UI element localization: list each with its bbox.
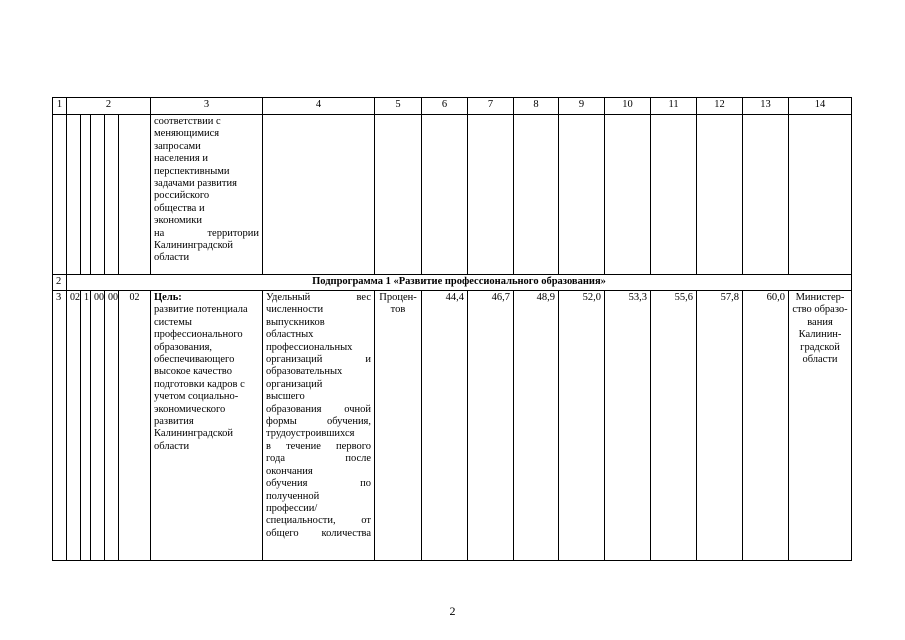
code-cell: 02: [67, 291, 81, 561]
goal-line: развитие потенциала: [154, 304, 248, 316]
indicator-line: в течение первого: [266, 440, 372, 452]
indicator-line: года после: [266, 453, 372, 465]
responsible-line: ство образо-: [792, 304, 848, 316]
goal-line: развития: [154, 416, 194, 428]
header-col-7: 7: [468, 98, 514, 115]
cont-value-cell: [651, 115, 697, 275]
indicator-line: высшего: [266, 391, 305, 403]
cont-goal-cell: [151, 115, 263, 275]
indicator-line: профессии/: [266, 502, 318, 514]
cont-code-cell: [119, 115, 151, 275]
code-cell: 02: [119, 291, 151, 561]
indicator-line: областных: [266, 329, 314, 341]
indicator-line: специальности, от: [266, 515, 372, 527]
code-cell: 00: [91, 291, 105, 561]
header-col-13: 13: [743, 98, 789, 115]
unit-line: тов: [390, 304, 406, 316]
header-col-3: 3: [151, 98, 263, 115]
indicator-line: образования очной: [266, 403, 372, 415]
goal-line: Калининградской: [154, 240, 234, 252]
responsible-cell: [789, 291, 852, 561]
page-number: 2: [449, 604, 456, 618]
header-col-11: 11: [651, 98, 697, 115]
value-cell: 48,9: [514, 291, 559, 561]
value-cell: 57,8: [697, 291, 743, 561]
cont-value-cell: [468, 115, 514, 275]
header-col-2: 2: [67, 98, 151, 115]
value-cell: 46,7: [468, 291, 514, 561]
cont-value-cell: [422, 115, 468, 275]
cont-code-cell: [105, 115, 119, 275]
goal-line: общества и: [154, 202, 205, 214]
header-col-14: 14: [789, 98, 852, 115]
cont-value-cell: [559, 115, 605, 275]
header-col-6: 6: [422, 98, 468, 115]
cont-value-cell: [605, 115, 651, 275]
indicator-line: общего количества: [266, 527, 372, 539]
subprogram-num: 2: [53, 275, 67, 291]
goal-line: подготовки кадров с: [154, 378, 245, 390]
goal-line: меняющимися: [154, 128, 220, 140]
indicator-line: трудоустроившихся: [266, 428, 355, 440]
cont-value-cell: [697, 115, 743, 275]
goal-line: задачами развития: [154, 178, 237, 190]
goal-line: соответствии с: [154, 116, 221, 127]
cont-code-cell: [67, 115, 81, 275]
indicator-line: выпускников: [266, 316, 325, 328]
value-cell: 52,0: [559, 291, 605, 561]
cont-code-cell: [91, 115, 105, 275]
subprogram-row: [53, 275, 852, 291]
indicator-line: Удельный вес: [266, 292, 372, 303]
goal-cell: [151, 291, 263, 561]
cont-code-cell: [81, 115, 91, 275]
code-cell: 1: [81, 291, 91, 561]
code-cell: 00: [105, 291, 119, 561]
goal-line: экономики: [154, 215, 202, 227]
indicator-cell: [263, 291, 375, 561]
indicator-line: формы обучения,: [266, 416, 372, 428]
row-num: 3: [53, 291, 67, 561]
goal-line: учетом социально-: [154, 391, 239, 403]
cont-responsible-cell: [789, 115, 852, 275]
goal-line: запросами: [154, 140, 201, 152]
unit-line: Процен-: [379, 292, 417, 303]
cont-value-cell: [514, 115, 559, 275]
cont-value-cell: [743, 115, 789, 275]
goal-line: российского: [154, 190, 210, 202]
cont-indicator-cell: [263, 115, 375, 275]
indicator-line: численности: [266, 304, 324, 316]
cont-num-cell: [53, 115, 67, 275]
goal-line: области: [154, 252, 190, 264]
goal-line: профессионального: [154, 329, 243, 341]
indicator-line: полученной: [266, 490, 320, 502]
program-table: [52, 97, 852, 561]
value-cell: 60,0: [743, 291, 789, 561]
cont-unit-cell: [375, 115, 422, 275]
indicator-line: образовательных: [266, 366, 343, 378]
responsible-line: градской: [800, 341, 840, 353]
header-col-4: 4: [263, 98, 375, 115]
indicator-line: профессиональных: [266, 341, 353, 353]
goal-line: образования,: [154, 341, 213, 353]
goal-line: высокое качество: [154, 366, 232, 378]
indicator-line: организаций и: [266, 354, 372, 366]
unit-cell: [375, 291, 422, 561]
goal-line: системы: [154, 316, 192, 328]
value-cell: 55,6: [651, 291, 697, 561]
header-col-5: 5: [375, 98, 422, 115]
responsible-line: Калинин-: [798, 329, 842, 341]
header-col-12: 12: [697, 98, 743, 115]
indicator-line: организаций: [266, 378, 323, 390]
goal-line: населения и: [154, 153, 208, 165]
header-col-1: 1: [53, 98, 67, 115]
header-row: [53, 98, 852, 115]
value-cell: 53,3: [605, 291, 651, 561]
header-col-10: 10: [605, 98, 651, 115]
subprogram-title: Подпрограмма 1 «Развитие профессионального образования»: [67, 275, 852, 291]
responsible-line: вания: [807, 316, 833, 328]
responsible-line: Министер-: [795, 292, 845, 303]
goal-line: экономического: [154, 403, 226, 415]
continuation-row: [53, 115, 852, 275]
goal-line: перспективными: [154, 165, 230, 177]
header-col-9: 9: [559, 98, 605, 115]
value-cell: 44,4: [422, 291, 468, 561]
goal-line: области: [154, 440, 190, 452]
goal-line: Калининградской: [154, 428, 234, 440]
goal-line: на территории: [154, 227, 260, 239]
responsible-line: области: [802, 354, 838, 366]
goal-row: [53, 291, 852, 561]
indicator-line: обучения по: [266, 478, 372, 490]
indicator-line: окончания: [266, 465, 313, 477]
goal-label: Цель:: [154, 292, 182, 303]
goal-line: обеспечивающего: [154, 354, 235, 366]
header-col-8: 8: [514, 98, 559, 115]
